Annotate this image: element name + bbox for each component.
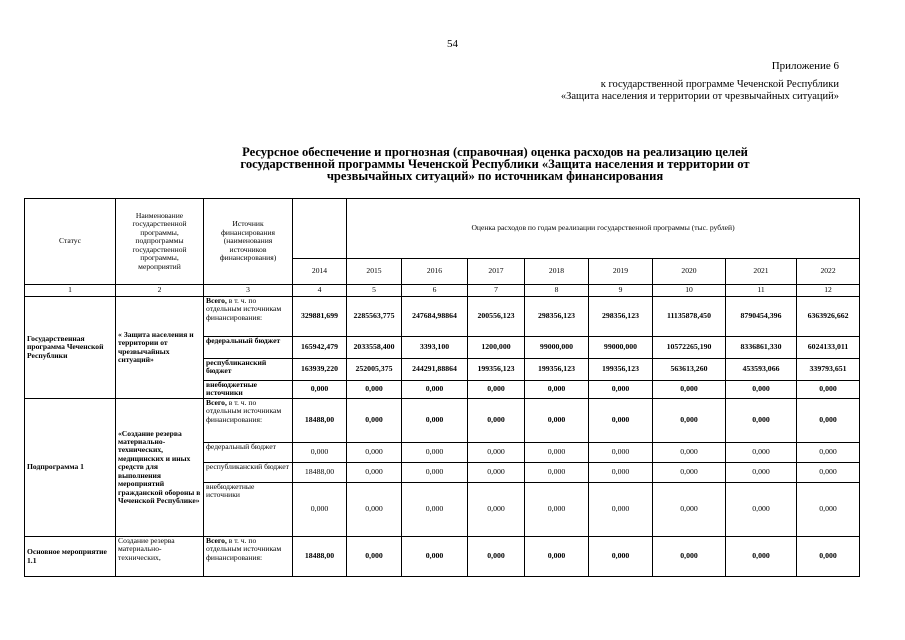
column-number: 8 [525,285,589,297]
value-cell-2016: 3393,100 [402,337,468,359]
value-cell-2019: 298356,123 [589,297,653,337]
source-cell [204,443,293,463]
value-cell-2019: 0,000 [589,381,653,399]
source-cell [204,337,293,359]
value-cell-2020: 11135878,450 [653,297,726,337]
value-cell-2017: 0,000 [468,399,525,443]
value-cell-2015: 0,000 [347,399,402,443]
source-label: в т. ч. по отдельным источникам финансирования: [206,296,282,322]
value-cell-2019: 0,000 [589,443,653,463]
value-cell-2016: 0,000 [402,443,468,463]
source-label-bold: Всего, [206,536,227,545]
value-cell-2020: 0,000 [653,537,726,577]
program-name-cell: «Создание резерва материально-технических, медицинских и иных средств для выполнения мероприятий гражданской обороны в Чеченской Республике» [116,399,204,537]
value-cell-2017: 0,000 [468,381,525,399]
value-cell-2014: 163939,220 [293,359,347,381]
value-cell-2014: 18488,00 [293,463,347,483]
value-cell-2017: 1200,000 [468,337,525,359]
source-cell [204,483,293,537]
header-source: Источник финансирования (наименования источников финансирования) [204,199,293,285]
value-cell-2014: 329881,699 [293,297,347,337]
value-cell-2014: 0,000 [293,483,347,537]
column-number: 11 [726,285,797,297]
source-label: федеральный бюджет [206,442,276,451]
appendix-number: Приложение 6 [771,60,839,72]
source-label: в т. ч. по отдельным источникам финансирования: [206,536,282,562]
header-year-2016: 2016 [402,259,468,285]
column-number: 1 [25,285,116,297]
value-cell-2016: 0,000 [402,463,468,483]
value-cell-2017: 199356,123 [468,359,525,381]
table-row [25,537,860,577]
header-year-2015: 2015 [347,259,402,285]
value-cell-2016: 0,000 [402,537,468,577]
value-cell-2019: 0,000 [589,537,653,577]
value-cell-2018: 298356,123 [525,297,589,337]
source-cell [204,537,293,577]
value-cell-2017: 200556,123 [468,297,525,337]
header-year-2022: 2022 [797,259,860,285]
header-year-2014: 2014 [293,259,347,285]
source-label-bold: внебюджетные источники [206,380,258,398]
column-number: 7 [468,285,525,297]
value-cell-2021: 0,000 [726,443,797,463]
value-cell-2022: 0,000 [797,381,860,399]
value-cell-2020: 563613,260 [653,359,726,381]
column-number: 10 [653,285,726,297]
value-cell-2020: 0,000 [653,443,726,463]
program-name-cell: « Защита населения и территории от чрезвычайных ситуаций» [116,297,204,399]
status-cell: Подпрограмма 1 [25,399,116,537]
source-cell [204,359,293,381]
header-name: Наименование государственной программы, подпрограммы государственной программы, мероприятий [116,199,204,285]
source-label: внебюджетные источники [206,482,255,500]
value-cell-2021: 8790454,396 [726,297,797,337]
value-cell-2017: 0,000 [468,537,525,577]
header-estimate: Оценка расходов по годам реализации государственной программы (тыс. рублей) [347,199,860,259]
value-cell-2018: 0,000 [525,463,589,483]
value-cell-2021: 0,000 [726,537,797,577]
value-cell-2015: 0,000 [347,463,402,483]
header-year-2018: 2018 [525,259,589,285]
page-number: 54 [447,38,458,50]
value-cell-2014: 18488,00 [293,399,347,443]
value-cell-2021: 0,000 [726,381,797,399]
value-cell-2015: 0,000 [347,381,402,399]
value-cell-2019: 99000,000 [589,337,653,359]
table-row [25,297,860,337]
value-cell-2019: 0,000 [589,463,653,483]
value-cell-2020: 0,000 [653,399,726,443]
value-cell-2015: 2285563,775 [347,297,402,337]
value-cell-2021: 0,000 [726,399,797,443]
title-line-2: государственной программы Чеченской Республики «Защита населения и территории от [240,157,750,171]
value-cell-2021: 0,000 [726,463,797,483]
program-name-cell: Создание резерва материально-технических, [116,537,204,577]
value-cell-2015: 0,000 [347,483,402,537]
value-cell-2014: 0,000 [293,381,347,399]
value-cell-2017: 0,000 [468,443,525,463]
header-year-2021: 2021 [726,259,797,285]
value-cell-2016: 244291,88864 [402,359,468,381]
value-cell-2022: 6363926,662 [797,297,860,337]
value-cell-2015: 252005,375 [347,359,402,381]
column-number: 2 [116,285,204,297]
value-cell-2021: 8336861,330 [726,337,797,359]
column-number: 5 [347,285,402,297]
value-cell-2019: 0,000 [589,399,653,443]
source-label-bold: федеральный бюджет [206,336,281,345]
value-cell-2022: 0,000 [797,463,860,483]
document-title [150,146,840,182]
column-number: 9 [589,285,653,297]
value-cell-2016: 247684,98864 [402,297,468,337]
value-cell-2018: 0,000 [525,381,589,399]
title-line-1: Ресурсное обеспечение и прогнозная (справочная) оценка расходов на реализацию целей [242,145,748,159]
value-cell-2022: 0,000 [797,399,860,443]
header-empty-cell [293,199,347,259]
value-cell-2021: 453593,066 [726,359,797,381]
source-cell [204,399,293,443]
value-cell-2017: 0,000 [468,463,525,483]
value-cell-2014: 18488,00 [293,537,347,577]
header-year-2020: 2020 [653,259,726,285]
value-cell-2018: 0,000 [525,399,589,443]
appendix-program-name: «Защита населения и территории от чрезвычайных ситуаций» [560,91,839,102]
header-status: Статус [25,199,116,285]
value-cell-2019: 199356,123 [589,359,653,381]
value-cell-2018: 199356,123 [525,359,589,381]
source-label: республиканский бюджет [206,462,289,471]
source-label-bold: Всего, [206,398,227,407]
value-cell-2018: 0,000 [525,483,589,537]
source-cell [204,381,293,399]
column-number: 6 [402,285,468,297]
value-cell-2019: 0,000 [589,483,653,537]
value-cell-2020: 10572265,190 [653,337,726,359]
value-cell-2015: 0,000 [347,443,402,463]
value-cell-2022: 6024133,011 [797,337,860,359]
value-cell-2016: 0,000 [402,483,468,537]
resource-table [24,198,860,577]
value-cell-2018: 0,000 [525,443,589,463]
title-line-3: чрезвычайных ситуаций» по источникам финансирования [326,169,664,183]
value-cell-2020: 0,000 [653,381,726,399]
header-year-2019: 2019 [589,259,653,285]
value-cell-2016: 0,000 [402,399,468,443]
column-number: 12 [797,285,860,297]
status-cell: Государственная программа Чеченской Республики [25,297,116,399]
source-label-bold: Всего, [206,296,227,305]
appendix-header [561,60,839,103]
value-cell-2014: 0,000 [293,443,347,463]
value-cell-2020: 0,000 [653,463,726,483]
source-cell [204,297,293,337]
value-cell-2015: 2033558,400 [347,337,402,359]
value-cell-2021: 0,000 [726,483,797,537]
source-label-bold: республиканский бюджет [206,358,267,376]
source-cell [204,463,293,483]
header-year-2017: 2017 [468,259,525,285]
value-cell-2015: 0,000 [347,537,402,577]
value-cell-2022: 0,000 [797,537,860,577]
value-cell-2022: 339793,651 [797,359,860,381]
value-cell-2017: 0,000 [468,483,525,537]
source-label: в т. ч. по отдельным источникам финансирования: [206,398,282,424]
table-row [25,399,860,443]
value-cell-2022: 0,000 [797,483,860,537]
value-cell-2014: 165942,479 [293,337,347,359]
value-cell-2022: 0,000 [797,443,860,463]
value-cell-2016: 0,000 [402,381,468,399]
column-number: 4 [293,285,347,297]
value-cell-2020: 0,000 [653,483,726,537]
status-cell: Основное мероприятие 1.1 [25,537,116,577]
appendix-program: к государственной программе Чеченской Республики [600,79,839,90]
column-number: 3 [204,285,293,297]
value-cell-2018: 99000,000 [525,337,589,359]
value-cell-2018: 0,000 [525,537,589,577]
